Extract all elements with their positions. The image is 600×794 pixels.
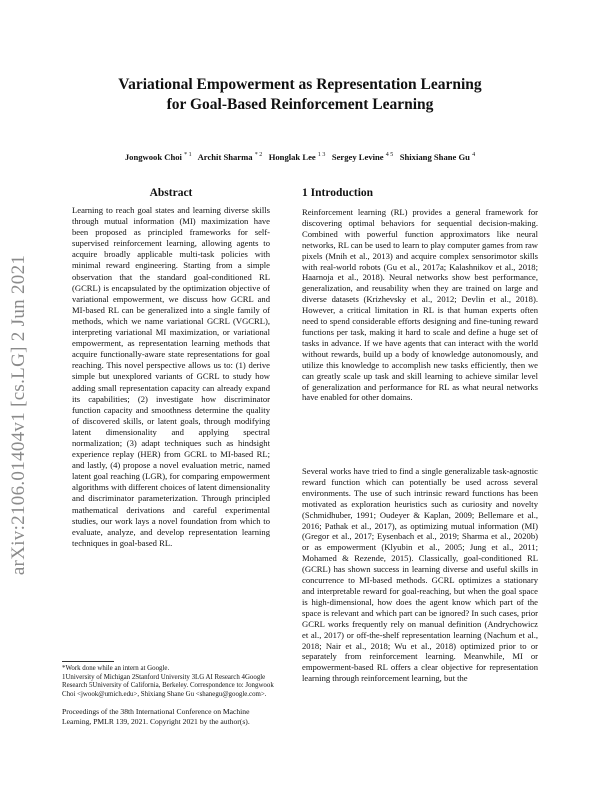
- abstract-heading: Abstract: [149, 187, 193, 199]
- author-affiliation: 1 3: [317, 152, 326, 159]
- left-column: [62, 187, 280, 660]
- arxiv-identifier-text: arXiv:2106.01404v1 [cs.LG] 2 Jun 2021: [8, 254, 29, 576]
- author-name: Sergey Levine: [331, 152, 384, 162]
- abstract-body: Learning to reach goal states and learning diverse skills through mutual information (MI) maximization have been proposed as principled frameworks for self-supervised reinforcement learning, allowing agents to acquire broadly applicable multi-task policies with minimal reward engineering. Starting from a simple observation that the standard goal-conditioned RL (GCRL) is encapsulated by the optimization objective of variational empowerment, we discuss how GCRL and MI-based RL can be generalized into a single family of methods, which we name variational GCRL (VGCRL), interpreting variational MI maximization, or variational empowerment, as representation learning methods that acquire functionally-aware state representations for goal reaching. This novel perspective allows us to: (1) derive simple but unexplored variants of GCRL to study how adding small representation capacity can already expand its capabilities; (2) investigate how discriminator function capacity and smoothness determine the quality of discovered skills, or latent goals, through modifying latent dimensionality and applying spectral normalization; (3) adapt techniques such as hindsight experience replay (HER) from GCRL to MI-based RL; and lastly, (4) propose a novel evaluation metric, named latent goal reaching (LGR), for comparing empowerment algorithms with different choices of latent dimensionality and discriminator parameterization. Through principled mathematical derivations and careful experimental studies, our work lays a novel foundation from which to evaluate, analyze, and develop representation learning techniques in goal-based RL.: [72, 205, 270, 548]
- paper-title: [60, 75, 540, 115]
- introduction-paragraph-1: Reinforcement learning (RL) provides a general framework for discovering optimal behaviors for sequential decision-making. Combined with powerful function approximators like neural networks, RL can be used to learn to play computer games from raw pixels (Mnih et al., 2013) and acquire complex sensorimotor skills with real-world robots (Gu et al., 2017a; Kalashnikov et al., 2018; Haarnoja et al., 2018). Neural networks show best performance, generalization, and reusability when they are trained on large and diverse datasets (Krizhevsky et al., 2012; Devlin et al., 2018). However, a critical limitation in RL is that human experts often need to spend considerable efforts designing and fine-tuning reward functions per task, making it hard to scale and define a huge set of tasks in advance. If we have agents that can interact with the world without rewards, build up a body of knowledge autonomously, and utilize this knowledge to accomplish new tasks efficiently, then we can greatly scale up task and skill learning to achieve similar level of generalization and performance for RL as what neural networks have enabled for other domains.: [302, 207, 538, 403]
- author-list: [60, 152, 540, 162]
- footnote-divider: [62, 661, 114, 662]
- introduction-paragraph-2: Several works have tried to find a single generalizable task-agnostic reward function which can potentially be used across several environments. The use of such intrinsic reward functions has been motivated as exploration heuristics such as curiosity and novelty (Schmidhuber, 1991; Oudeyer & Kaplan, 2009; Bellemare et al., 2016; Pathak et al., 2017), as optimizing mutual information (MI) (Gregor et al., 2017; Eysenbach et al., 2019; Sharma et al., 2020b) or as empowerment (Klyubin et al., 2005; Jung et al., 2011; Mohamed & Rezende, 2015). Classically, goal-conditioned RL (GCRL) has shown success in learning diverse and useful skills in concurrence to MI-based methods. GCRL optimizes a stationary and interpretable reward for goal-reaching, but when the goal space is high-dimensional, how does the agent know which part of the space is relevant and which part can be ignored? In such cases, prior GCRL works frequently rely on manual definition (Andrychowicz et al., 2017) or off-the-shelf representation learning (Nachum et al., 2018; Nair et al., 2018; Wu et al., 2018) optimized prior to or separately from reinforcement learning. Meanwhile, MI or empowerment-based RL offers a clear objective for representation learning through reinforcement learning, but the: [302, 466, 538, 684]
- right-column: [302, 187, 538, 794]
- author-name: Archit Sharma: [197, 152, 253, 162]
- author-affiliation: 4: [472, 152, 476, 159]
- author-2: [198, 152, 263, 162]
- author-5: [400, 152, 475, 162]
- author-4: [332, 152, 393, 162]
- author-affiliation: * 2: [254, 152, 263, 159]
- title-line-1: Variational Empowerment as Representation Learning: [118, 76, 482, 93]
- title-line-2: for Goal-Based Reinforcement Learning: [166, 96, 434, 113]
- author-name: Honglak Lee: [268, 152, 316, 162]
- author-name: Jongwook Choi: [124, 152, 182, 162]
- author-3: [269, 152, 326, 162]
- proceedings-notice: Proceedings of the 38th International Conference on Machine Learning, PMLR 139, 2021. Copyright 2021 by the author(s).: [62, 707, 250, 726]
- footnotes: [62, 665, 280, 726]
- footnote-intern: *Work done while an intern at Google.: [62, 665, 170, 672]
- author-affiliation: * 1: [184, 152, 192, 159]
- footnote-affiliations: 1University of Michigan 2Stanford University 3LG AI Research 4Google Research 5University of California, Berkeley. Correspondence to: Jongwook Choi <jwook@umich.edu>, Shixiang Shane Gu <shanegu@google.com>.: [62, 673, 274, 698]
- introduction-heading: 1 Introduction: [302, 187, 374, 199]
- author-affiliation: 4 5: [385, 152, 394, 159]
- arxiv-identifier-stamp: [6, 200, 32, 630]
- author-1: [125, 152, 192, 162]
- author-name: Shixiang Shane Gu: [399, 152, 470, 162]
